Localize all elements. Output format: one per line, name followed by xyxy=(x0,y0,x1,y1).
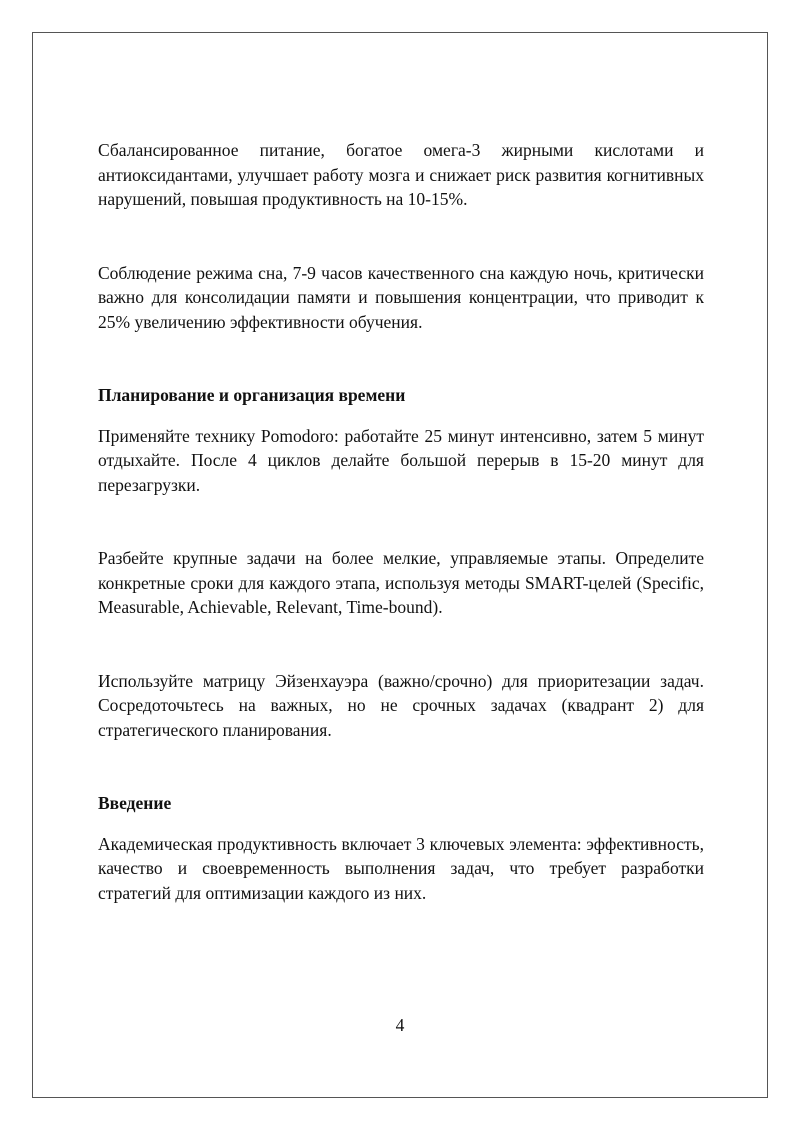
page-body xyxy=(98,138,704,905)
paragraph-nutrition: Сбалансированное питание, богатое омега-3 жирными кислотами и антиоксидантами, улучшает работу мозга и снижает риск развития когнитивных нарушений, повышая продуктивность на 10-15%. xyxy=(98,140,704,209)
section-heading-intro: Введение xyxy=(98,793,172,813)
page-number: 4 xyxy=(395,1015,405,1035)
section-heading-planning: Планирование и организация времени xyxy=(98,385,406,405)
paragraph-eisenhower: Используйте матрицу Эйзенхауэра (важно/срочно) для приоритезации задач. Сосредоточьтесь на важных, но не срочных задачах (квадрант 2) для стратегического планирования. xyxy=(98,670,704,740)
paragraph-smart-goals: Разбейте крупные задачи на более мелкие, управляемые этапы. Определите конкретные сроки для каждого этапа, используя методы SMART-целей (Specific, Measurable, Achievable, Relevant, Time-bound). xyxy=(98,548,704,617)
document-page xyxy=(32,32,768,1098)
paragraph-sleep: Соблюдение режима сна, 7-9 часов качественного сна каждую ночь, критически важно для консолидации памяти и повышения концентрации, что приводит к 25% увеличению эффективности обучения. xyxy=(98,262,704,332)
paragraph-pomodoro: Применяйте технику Pomodoro: работайте 25 минут интенсивно, затем 5 минут отдыхайте. После 4 циклов делайте большой перерыв в 15-20 минут для перезагрузки. xyxy=(98,425,704,495)
paragraph-intro: Академическая продуктивность включает 3 ключевых элемента: эффективность, качество и своевременность выполнения задач, что требует разработки стратегий для оптимизации каждого из них. xyxy=(98,833,704,903)
